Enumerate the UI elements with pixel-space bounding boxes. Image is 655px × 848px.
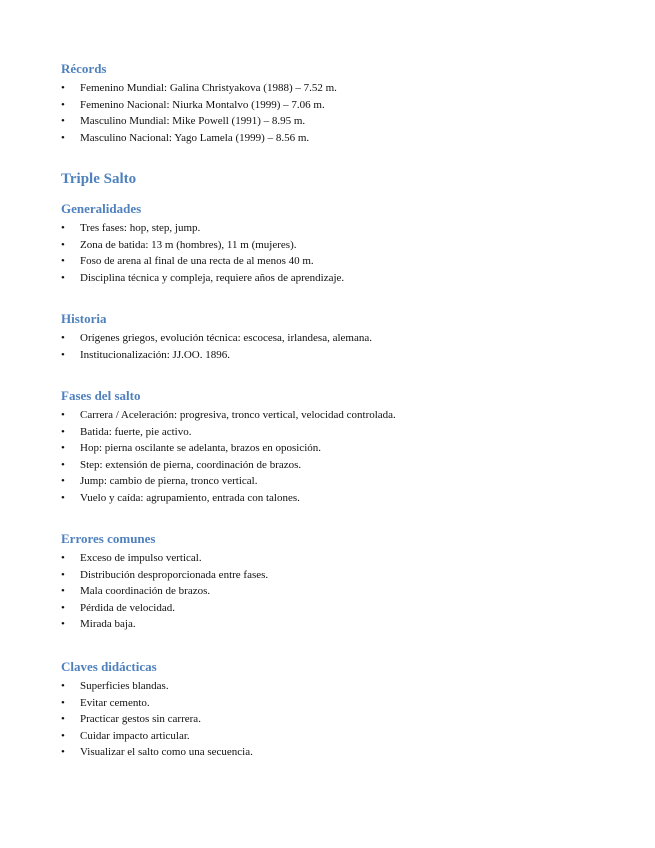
generalidades-heading: Generalidades <box>61 201 142 216</box>
errores-heading: Errores comunes <box>61 531 156 546</box>
list-item: • Tres fases: hop, step, jump. <box>61 220 621 237</box>
list-item: • Distribución desproporcionada entre fases. <box>61 567 621 584</box>
historia-list <box>61 330 621 363</box>
bullet-icon: • <box>61 115 65 127</box>
list-item: • Institucionalización: JJ.OO. 1896. <box>61 347 621 364</box>
bullet-icon: • <box>61 255 65 267</box>
claves-heading: Claves didácticas <box>61 659 157 674</box>
bullet-icon: • <box>61 442 65 454</box>
list-item: • Hop: pierna oscilante se adelanta, brazos en oposición. <box>61 440 621 457</box>
bullet-icon: • <box>61 348 65 361</box>
bullet-icon: • <box>61 552 65 564</box>
bullet-icon: • <box>61 475 65 487</box>
list-item: • Exceso de impulso vertical. <box>61 550 621 567</box>
list-item: • Jump: cambio de pierna, tronco vertical. <box>61 473 621 490</box>
section-triple-salto <box>61 170 621 188</box>
list-item: • Disciplina técnica y compleja, requiere años de aprendizaje. <box>61 270 621 287</box>
records-list <box>61 80 621 146</box>
list-item: • Foso de arena al final de una recta de al menos 40 m. <box>61 253 621 270</box>
bullet-icon: • <box>61 458 65 471</box>
generalidades-list <box>61 220 621 286</box>
records-heading: Récords <box>61 61 107 76</box>
bullet-icon: • <box>61 271 65 284</box>
list-item: • Masculino Mundial: Mike Powell (1991) – 8.95 m. <box>61 113 621 130</box>
bullet-icon: • <box>61 729 65 742</box>
list-item: • Visualizar el salto como una secuencia. <box>61 744 621 761</box>
section-generalidades <box>61 201 621 286</box>
fases-heading: Fases del salto <box>61 388 141 403</box>
triple-salto-title: Triple Salto <box>61 171 137 187</box>
list-item: • Mala coordinación de brazos. <box>61 583 621 600</box>
list-item: • Mirada baja. <box>61 616 621 633</box>
section-historia <box>61 311 621 363</box>
bullet-icon: • <box>61 585 65 597</box>
bullet-icon: • <box>61 82 65 94</box>
bullet-icon: • <box>61 746 65 758</box>
bullet-icon: • <box>61 332 65 344</box>
bullet-icon: • <box>61 98 65 111</box>
list-item: • Femenino Nacional: Niurka Montalvo (1999) – 7.06 m. <box>61 97 621 114</box>
bullet-icon: • <box>61 713 65 725</box>
section-fases <box>61 388 621 506</box>
bullet-icon: • <box>61 491 65 504</box>
bullet-icon: • <box>61 409 65 421</box>
list-item: • Femenino Mundial: Galina Christyakova (1988) – 7.52 m. <box>61 80 621 97</box>
list-item: • Superficies blandas. <box>61 678 621 695</box>
fases-list <box>61 407 621 506</box>
list-item: • Practicar gestos sin carrera. <box>61 711 621 728</box>
historia-heading: Historia <box>61 311 107 326</box>
list-item: • Batida: fuerte, pie activo. <box>61 424 621 441</box>
bullet-icon: • <box>61 680 65 692</box>
section-errores <box>61 531 621 633</box>
list-item: • Vuelo y caída: agrupamiento, entrada con talones. <box>61 490 621 507</box>
section-records <box>61 61 621 146</box>
list-item: • Step: extensión de pierna, coordinación de brazos. <box>61 457 621 474</box>
errores-list <box>61 550 621 633</box>
bullet-icon: • <box>61 568 65 581</box>
list-item: • Pérdida de velocidad. <box>61 600 621 617</box>
list-item: • Orígenes griegos, evolución técnica: escocesa, irlandesa, alemana. <box>61 330 621 347</box>
bullet-icon: • <box>61 601 65 614</box>
bullet-icon: • <box>61 425 65 438</box>
list-item: • Evitar cemento. <box>61 695 621 712</box>
section-claves <box>61 659 621 761</box>
bullet-icon: • <box>61 238 65 251</box>
list-item: • Masculino Nacional: Yago Lamela (1999) – 8.56 m. <box>61 130 621 147</box>
bullet-icon: • <box>61 222 65 234</box>
list-item: • Carrera / Aceleración: progresiva, tronco vertical, velocidad controlada. <box>61 407 621 424</box>
claves-list <box>61 678 621 761</box>
bullet-icon: • <box>61 131 65 144</box>
bullet-icon: • <box>61 696 65 709</box>
list-item: • Cuidar impacto articular. <box>61 728 621 745</box>
list-item: • Zona de batida: 13 m (hombres), 11 m (mujeres). <box>61 237 621 254</box>
bullet-icon: • <box>61 618 65 630</box>
